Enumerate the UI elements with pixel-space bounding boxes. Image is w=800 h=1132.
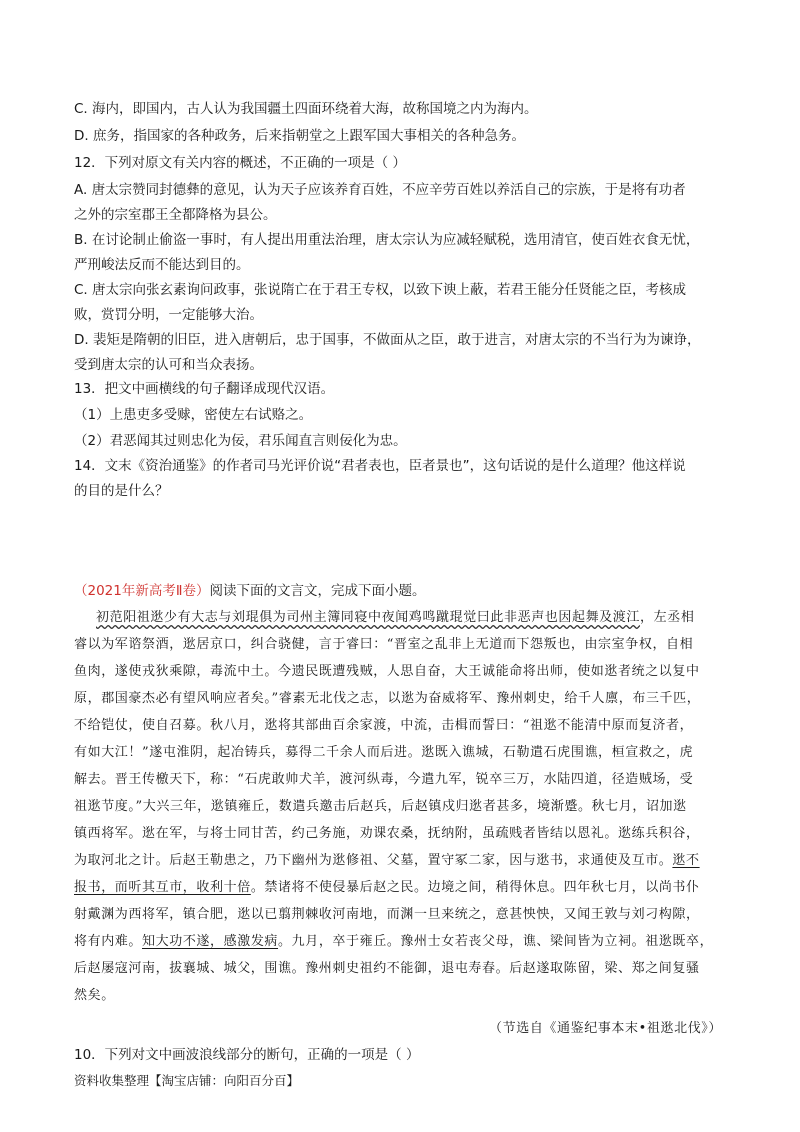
- passage-line-9: 镇西将军。逖在军，与将士同甘苦，约己务施，劝课农桑，抚纳附，虽疏贱者皆结以恩礼。逖练兵积谷，: [74, 826, 700, 841]
- passage-citation: （节选自《通鉴纪事本末•祖逖北伐》）: [489, 1021, 722, 1036]
- exam-source-tag: （2021年新高考Ⅱ卷）: [74, 583, 210, 599]
- section-instruction: 阅读下面的文言文，完成下面小题。: [209, 583, 426, 599]
- passage-line-1: 初范阳祖逖少有大志与刘琨俱为司州主簿同寝中夜闻鸡鸣蹴琨觉曰此非恶声也因起舞及渡江，左丞相: [96, 610, 695, 625]
- q12-option-a-cont: 之外的宗室郡王全都降格为县公。: [74, 207, 277, 223]
- q12-option-d-cont: 受到唐太宗的认可和当众表扬。: [74, 357, 263, 373]
- q12-option-b: B. 在讨论制止偷盗一事时，有人提出用重法治理，唐太宗认为应减轻赋税，选用清官，使百姓衣食无忧，: [74, 232, 700, 248]
- q12-option-b-cont: 严刑峻法反而不能达到目的。: [74, 257, 250, 273]
- passage-line-12: 射戴渊为西将军，镇合肥，逖以已翦荆棘收河南地，而渊一旦来统之，意甚怏怏，又闻王敦与刘刁构隙，: [74, 907, 700, 922]
- wavy-underlined-text: 初范阳祖逖少有大志与刘琨俱为司州主簿同寝中夜闻鸡鸣蹴琨觉曰此非恶声也因起舞及渡江: [96, 610, 641, 625]
- passage-line-14: 后赵屡寇河南，拔襄城、城父，围谯。豫州刺史祖约不能御，退屯寿春。后赵遂取陈留，梁、郑之间复骚: [74, 961, 700, 976]
- passage-line-11: 报书，而听其互市，收利十倍。禁诸将不使侵暴后赵之民。边境之间，稍得休息。四年秋七月，以尚书仆: [74, 880, 700, 895]
- question-13: 13．把文中画横线的句子翻译成现代汉语。: [74, 381, 335, 397]
- q12-option-d: D. 裴矩是隋朝的旧臣，进入唐朝后，忠于国事，不做面从之臣，敢于进言，对唐太宗的不当行为为谏诤，: [74, 332, 701, 348]
- underlined-sentence-2: 知大功不遂，感激发病: [142, 934, 279, 949]
- option-d-line: D. 庶务，指国家的各种政务，后来指朝堂之上跟军国大事相关的各种急务。: [74, 128, 525, 144]
- passage-line-3: 鱼肉，遂使戎狄乘隙，毒流中土。今遗民既遭残贼，人思自奋，大王诚能命将出师，使如逖者统之以复中: [74, 664, 700, 679]
- q12-option-c: C. 唐太宗向张玄素询问政事，张说隋亡在于君王专权，以致下谀上蔽，若君王能分任贤能之臣，考核成: [74, 282, 687, 298]
- passage-line-10: 为取河北之计。后赵王勒患之，乃下幽州为逖修祖、父墓，置守冢二家，因与逖书，求通使及互市。逖不: [74, 853, 700, 868]
- passage-line-7: 解去。晋王传檄天下，称：“石虎敢帅犬羊，渡河纵毒，今遣九军，锐卒三万，水陆四道，径造贼场，受: [74, 772, 694, 787]
- question-14-cont: 的目的是什么？: [74, 483, 169, 499]
- question-12: 12．下列对原文有关内容的概述，不正确的一项是（ ）: [74, 155, 406, 171]
- question-10: 10．下列对文中画波浪线部分的断句，正确的一项是（ ）: [74, 1047, 420, 1063]
- passage-line-13: 将有内难。知大功不遂，感激发病。九月，卒于雍丘。豫州士女若丧父母，谯、梁间皆为立祠。祖逖既卒，: [74, 934, 714, 949]
- footer-note: 资料收集整理【淘宝店铺：向阳百分百】: [74, 1073, 300, 1088]
- q12-option-c-cont: 败，赏罚分明，一定能够大治。: [74, 307, 263, 323]
- passage-line-6: 有如大江！”遂屯淮阴，起冶铸兵，募得二千余人而后进。逖既入谯城，石勒遣石虎围谯，桓宣救之，虎: [74, 745, 694, 760]
- section-heading: [74, 582, 426, 600]
- q12-option-a: A. 唐太宗赞同封德彝的意见，认为天子应该养育百姓，不应辛劳百姓以养活自己的宗族，于是将有功者: [74, 182, 686, 198]
- underlined-sentence-cont: 报书，而听其互市，收利十倍: [74, 880, 251, 895]
- passage-line-2: 睿以为军谘祭酒，逖居京口，纠合骁健，言于睿曰：“晋室之乱非上无道而下怨叛也，由宗室争权，自相: [74, 637, 694, 652]
- q13-item-1: （1）上患吏多受赇，密使左右试赂之。: [74, 407, 313, 423]
- passage-line-4: 原，郡国豪杰必有望风响应者矣。”睿素无北伐之志，以逖为奋威将军、豫州刺史，给千人廪，布三千匹，: [74, 691, 701, 706]
- q13-item-2: （2）君恶闻其过则忠化为佞，君乐闻直言则佞化为忠。: [74, 433, 407, 449]
- underlined-sentence: 逖不: [672, 853, 700, 868]
- passage-line-8: 祖逖节度。”大兴三年，逖镇雍丘，数遣兵邀击后赵兵，后赵镇戍归逖者甚多，境渐蹙。秋七月，诏加逖: [74, 799, 687, 814]
- passage-line-5: 不给铠仗，使自召募。秋八月，逖将其部曲百余家渡，中流，击楫而誓曰：“祖逖不能清中原而复济者，: [74, 718, 694, 733]
- question-14: 14．文末《资治通鉴》的作者司马光评价说“君者表也，臣者景也”，这句话说的是什么道理？他这样说: [74, 458, 686, 474]
- option-c-line: C. 海内，即国内，古人认为我国疆土四面环绕着大海，故称国境之内为海内。: [74, 101, 538, 117]
- passage-line-15: 然矣。: [74, 988, 115, 1003]
